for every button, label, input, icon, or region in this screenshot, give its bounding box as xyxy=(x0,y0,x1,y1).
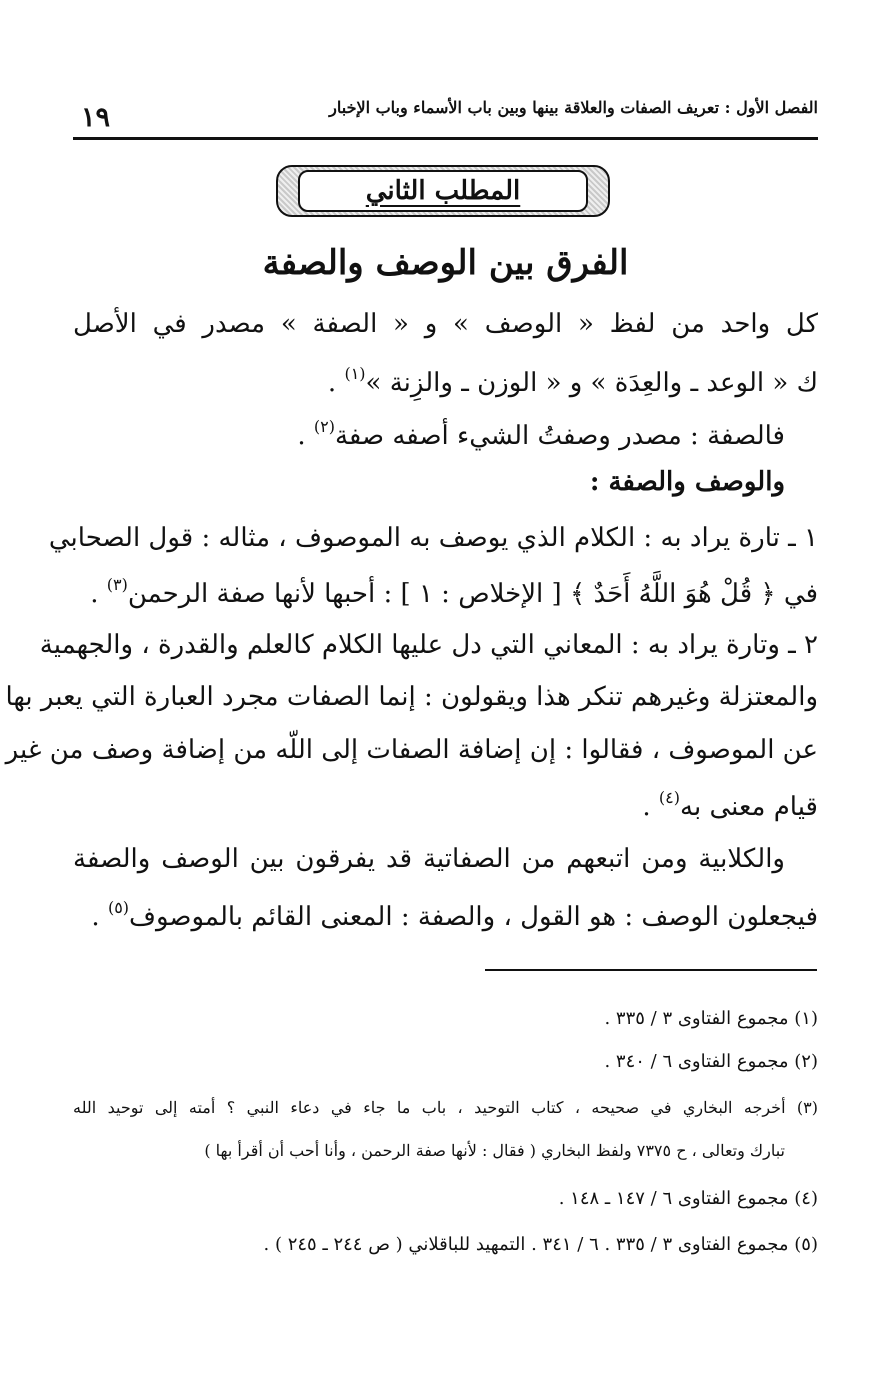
body-line: عن الموصوف ، فقالوا : إن إضافة الصفات إلى اللّه من إضافة وصف من غير xyxy=(5,735,818,765)
footnote-ref: (٢) xyxy=(313,417,335,436)
section-label: المطلب الثاني xyxy=(365,176,521,206)
body-line-text: فالصفة : مصدر وصفتُ الشيء أصفه صفة xyxy=(334,421,785,451)
period: . xyxy=(90,579,99,609)
footnote-ref: (٣) xyxy=(106,575,128,594)
period: . xyxy=(327,368,337,398)
body-line xyxy=(297,419,785,449)
subheading: والوصف والصفة : xyxy=(589,467,785,497)
period: . xyxy=(91,902,100,932)
main-title: الفرق بين الوصف والصفة xyxy=(262,243,629,283)
footnote: (١) مجموع الفتاوى ٣ / ٣٣٥ . xyxy=(604,1008,818,1029)
footnote-continuation: تبارك وتعالى ، ح ٧٣٧٥ ولفظ البخاري ( فقال : لأنها صفة الرحمن ، وأنا أحب أن أقرأ بها ) xyxy=(204,1141,785,1160)
page-number: ١٩ xyxy=(81,102,111,133)
page-header xyxy=(73,86,818,133)
footnote-ref: (١) xyxy=(344,364,366,383)
body-line xyxy=(328,366,818,396)
body-line-text: قيام معنى به xyxy=(680,792,818,822)
body-line xyxy=(91,900,818,930)
footnote-ref: (٤) xyxy=(658,788,680,807)
running-head: الفصل الأول : تعريف الصفات والعلاقة بينها وبين باب الأسماء وباب الإخبار xyxy=(329,98,818,117)
footnote: (٤) مجموع الفتاوى ٦ / ١٤٧ ـ ١٤٨ . xyxy=(558,1188,818,1209)
body-line-text: ك « الوعد ـ والعِدَة » و « الوزن ـ والزِنة » xyxy=(365,368,818,398)
body-line xyxy=(90,577,818,607)
body-line xyxy=(642,790,818,820)
body-line-text: في ﴿ قُلْ هُوَ اللَّهُ أَحَدٌ ﴾ [ الإخلاص : ١ ] : أحبها لأنها صفة الرحمن xyxy=(127,579,818,609)
body-line: ١ ـ تارة يراد به : الكلام الذي يوصف به الموصوف ، مثاله : قول الصحابي xyxy=(48,523,818,553)
body-line: كل واحد من لفظ « الوصف » و « الصفة » مصدر في الأصل xyxy=(73,309,818,339)
section-frame-inner xyxy=(298,170,588,212)
footnote: (٣) أخرجه البخاري في صحيحه ، كتاب التوحيد ، باب ما جاء في دعاء النبي ؟ أمته إلى توحيد الله xyxy=(73,1098,818,1117)
header-rule xyxy=(73,137,818,140)
body-line: ٢ ـ وتارة يراد به : المعاني التي دل عليها الكلام كالعلم والقدرة ، والجهمية xyxy=(39,630,818,660)
footnote: (٢) مجموع الفتاوى ٦ / ٣٤٠ . xyxy=(604,1051,818,1072)
period: . xyxy=(297,421,306,451)
footnote-ref: (٥) xyxy=(107,898,130,917)
period: . xyxy=(642,792,651,822)
body-line: والكلابية ومن اتبعهم من الصفاتية قد يفرقون بين الوصف والصفة xyxy=(73,844,785,874)
body-line: والمعتزلة وغيرهم تنكر هذا ويقولون : إنما الصفات مجرد العبارة التي يعبر بها xyxy=(5,682,818,712)
section-label-frame xyxy=(276,165,610,217)
footnote-separator xyxy=(485,969,817,971)
footnote: (٥) مجموع الفتاوى ٣ / ٣٣٥ . ٦ / ٣٤١ . التمهيد للباقلاني ( ص ٢٤٤ ـ ٢٤٥ ) . xyxy=(263,1234,818,1255)
body-line-text: فيجعلون الوصف : هو القول ، والصفة : المعنى القائم بالموصوف xyxy=(129,902,818,932)
